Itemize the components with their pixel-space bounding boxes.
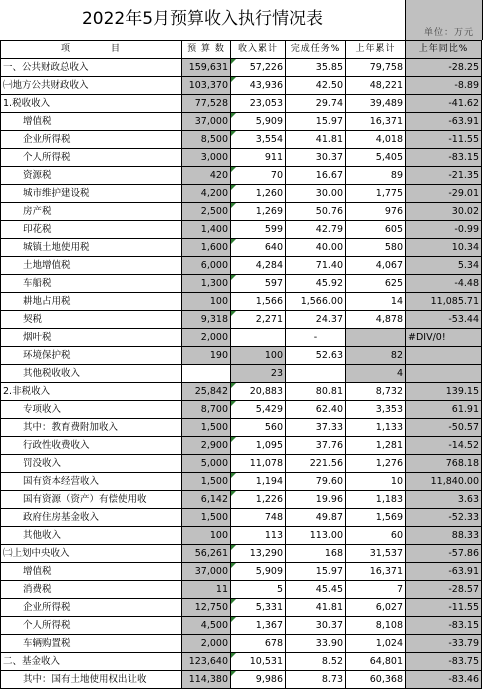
cell-budget: 12,750 <box>182 599 231 617</box>
cell-prev-year: 580 <box>346 239 406 257</box>
cell-budget: 1,600 <box>182 239 231 257</box>
cell-prev-year: 8,732 <box>346 383 406 401</box>
table-row <box>1 203 482 221</box>
cell-prev-year: 976 <box>346 203 406 221</box>
table-row <box>1 365 482 383</box>
title-grey-column <box>405 0 483 40</box>
cell-prev-year: 60 <box>346 527 406 545</box>
row-name: 其中：国有土地使用权出让收 <box>1 671 182 689</box>
cell-completion: 19.96 <box>286 491 346 509</box>
cell-cumulative: 23,053 <box>231 95 286 113</box>
row-name: 2.非税收入 <box>1 383 182 401</box>
cell-yoy: -41.62 <box>406 95 482 113</box>
row-name: 车船税 <box>1 275 182 293</box>
cell-completion: 24.37 <box>286 311 346 329</box>
cell-completion: 30.00 <box>286 185 346 203</box>
cell-yoy: 11,840.00 <box>406 473 482 491</box>
cell-completion: 62.40 <box>286 401 346 419</box>
cell-completion: 41.81 <box>286 599 346 617</box>
table-row <box>1 671 482 689</box>
header-completion: 完成任务% <box>286 41 346 59</box>
cell-completion: - <box>286 329 346 347</box>
cell-completion: 41.81 <box>286 131 346 149</box>
table-row <box>1 77 482 95</box>
cell-completion: 42.50 <box>286 77 346 95</box>
cell-budget: 77,528 <box>182 95 231 113</box>
table-row <box>1 563 482 581</box>
table-row <box>1 617 482 635</box>
row-name: 其他收入 <box>1 527 182 545</box>
cell-budget: 56,261 <box>182 545 231 563</box>
cell-yoy: -57.86 <box>406 545 482 563</box>
row-name: 个人所得税 <box>1 617 182 635</box>
budget-table <box>0 40 482 689</box>
cell-prev-year: 89 <box>346 167 406 185</box>
cell-cumulative: 23 <box>231 365 286 383</box>
cell-prev-year: 16,371 <box>346 113 406 131</box>
cell-completion: 113.00 <box>286 527 346 545</box>
cell-completion: 37.33 <box>286 419 346 437</box>
cell-yoy: -63.91 <box>406 113 482 131</box>
cell-cumulative: 5,331 <box>231 599 286 617</box>
cell-yoy: -53.44 <box>406 311 482 329</box>
cell-prev-year: 1,133 <box>346 419 406 437</box>
cell-yoy: 88.33 <box>406 527 482 545</box>
cell-yoy: -83.46 <box>406 671 482 689</box>
cell-budget: 2,900 <box>182 437 231 455</box>
cell-yoy: 11,085.71 <box>406 293 482 311</box>
cell-yoy: 3.63 <box>406 491 482 509</box>
cell-cumulative: 9,986 <box>231 671 286 689</box>
cell-completion: 42.79 <box>286 221 346 239</box>
cell-cumulative: 113 <box>231 527 286 545</box>
cell-completion: 45.45 <box>286 581 346 599</box>
cell-budget: 37,000 <box>182 563 231 581</box>
cell-budget: 4,200 <box>182 185 231 203</box>
cell-cumulative: 1,226 <box>231 491 286 509</box>
header-prev-year: 上年累计 <box>346 41 406 59</box>
cell-budget: 1,500 <box>182 509 231 527</box>
row-name: 政府住房基金收入 <box>1 509 182 527</box>
cell-completion <box>286 365 346 383</box>
cell-yoy: 61.91 <box>406 401 482 419</box>
cell-completion: 8.52 <box>286 653 346 671</box>
cell-budget: 159,631 <box>182 59 231 77</box>
cell-yoy: -11.55 <box>406 131 482 149</box>
cell-cumulative: 1,269 <box>231 203 286 221</box>
cell-budget: 8,500 <box>182 131 231 149</box>
table-row <box>1 635 482 653</box>
cell-yoy: -63.91 <box>406 563 482 581</box>
cell-yoy <box>406 365 482 383</box>
cell-completion: 16.67 <box>286 167 346 185</box>
row-name: 1.税收收入 <box>1 95 182 113</box>
cell-budget: 25,842 <box>182 383 231 401</box>
table-row <box>1 329 482 347</box>
cell-cumulative: 599 <box>231 221 286 239</box>
table-row <box>1 653 482 671</box>
header-budget: 预 算 数 <box>182 41 231 59</box>
table-row <box>1 149 482 167</box>
cell-completion: 15.97 <box>286 113 346 131</box>
cell-prev-year <box>346 329 406 347</box>
cell-cumulative: 57,226 <box>231 59 286 77</box>
cell-prev-year: 4,878 <box>346 311 406 329</box>
cell-yoy: -4.48 <box>406 275 482 293</box>
row-name: 个人所得税 <box>1 149 182 167</box>
row-name: 国有资源（资产）有偿使用收 <box>1 491 182 509</box>
row-name: 国有资本经营收入 <box>1 473 182 491</box>
cell-completion: 1,566.00 <box>286 293 346 311</box>
cell-prev-year: 79,758 <box>346 59 406 77</box>
cell-yoy: 30.02 <box>406 203 482 221</box>
header-row <box>1 41 482 59</box>
title-row <box>0 0 486 40</box>
cell-prev-year: 64,801 <box>346 653 406 671</box>
cell-budget: 5,000 <box>182 455 231 473</box>
cell-prev-year: 7 <box>346 581 406 599</box>
row-name: 企业所得税 <box>1 131 182 149</box>
row-name: 房产税 <box>1 203 182 221</box>
cell-cumulative: 1,095 <box>231 437 286 455</box>
cell-budget <box>182 365 231 383</box>
cell-cumulative: 1,566 <box>231 293 286 311</box>
table-row <box>1 113 482 131</box>
cell-yoy: -14.52 <box>406 437 482 455</box>
cell-yoy: -83.75 <box>406 653 482 671</box>
table-row <box>1 491 482 509</box>
cell-budget: 4,500 <box>182 617 231 635</box>
cell-yoy: -52.33 <box>406 509 482 527</box>
cell-yoy: 139.15 <box>406 383 482 401</box>
table-row <box>1 527 482 545</box>
table-row <box>1 131 482 149</box>
cell-prev-year: 3,353 <box>346 401 406 419</box>
cell-yoy: #DIV/0! <box>406 329 482 347</box>
cell-cumulative: 678 <box>231 635 286 653</box>
cell-completion: 168 <box>286 545 346 563</box>
cell-cumulative: 13,290 <box>231 545 286 563</box>
table-row <box>1 167 482 185</box>
cell-cumulative: 4,284 <box>231 257 286 275</box>
table-row <box>1 437 482 455</box>
row-name: 增值税 <box>1 113 182 131</box>
table-row <box>1 257 482 275</box>
cell-completion: 49.87 <box>286 509 346 527</box>
row-name: 其他税收收入 <box>1 365 182 383</box>
cell-prev-year: 48,221 <box>346 77 406 95</box>
cell-cumulative: 1,260 <box>231 185 286 203</box>
table-row <box>1 59 482 77</box>
table-row <box>1 239 482 257</box>
cell-budget: 103,370 <box>182 77 231 95</box>
cell-completion: 40.00 <box>286 239 346 257</box>
row-name: 城镇土地使用税 <box>1 239 182 257</box>
cell-yoy: 5.34 <box>406 257 482 275</box>
row-name: 耕地占用税 <box>1 293 182 311</box>
cell-prev-year: 14 <box>346 293 406 311</box>
cell-budget: 6,000 <box>182 257 231 275</box>
cell-completion: 52.63 <box>286 347 346 365</box>
table-row <box>1 95 482 113</box>
table-row <box>1 419 482 437</box>
table-row <box>1 545 482 563</box>
cell-yoy: -28.25 <box>406 59 482 77</box>
row-name: 车辆购置税 <box>1 635 182 653</box>
cell-completion: 80.81 <box>286 383 346 401</box>
cell-completion: 45.92 <box>286 275 346 293</box>
cell-budget: 1,400 <box>182 221 231 239</box>
cell-prev-year: 60,368 <box>346 671 406 689</box>
table-row <box>1 599 482 617</box>
header-item: 项 目 <box>1 41 182 59</box>
cell-cumulative: 748 <box>231 509 286 527</box>
row-name: 企业所得税 <box>1 599 182 617</box>
cell-completion: 30.37 <box>286 149 346 167</box>
cell-prev-year: 1,276 <box>346 455 406 473</box>
cell-yoy: -8.89 <box>406 77 482 95</box>
cell-cumulative: 1,194 <box>231 473 286 491</box>
cell-budget: 2,500 <box>182 203 231 221</box>
cell-budget: 190 <box>182 347 231 365</box>
cell-cumulative: 10,531 <box>231 653 286 671</box>
row-name: 罚没收入 <box>1 455 182 473</box>
table-row <box>1 455 482 473</box>
cell-prev-year: 8,108 <box>346 617 406 635</box>
cell-budget: 1,500 <box>182 419 231 437</box>
cell-budget: 37,000 <box>182 113 231 131</box>
cell-prev-year: 605 <box>346 221 406 239</box>
cell-completion: 33.90 <box>286 635 346 653</box>
cell-yoy: -50.57 <box>406 419 482 437</box>
table-row <box>1 509 482 527</box>
table-row <box>1 185 482 203</box>
cell-prev-year: 82 <box>346 347 406 365</box>
cell-prev-year: 1,569 <box>346 509 406 527</box>
cell-cumulative: 911 <box>231 149 286 167</box>
cell-cumulative: 5 <box>231 581 286 599</box>
cell-cumulative: 560 <box>231 419 286 437</box>
cell-completion: 79.60 <box>286 473 346 491</box>
cell-prev-year: 16,371 <box>346 563 406 581</box>
cell-completion: 71.40 <box>286 257 346 275</box>
cell-prev-year: 1,775 <box>346 185 406 203</box>
cell-yoy: 768.18 <box>406 455 482 473</box>
cell-budget: 100 <box>182 527 231 545</box>
table-row <box>1 473 482 491</box>
cell-cumulative: 43,936 <box>231 77 286 95</box>
cell-prev-year: 625 <box>346 275 406 293</box>
cell-completion: 29.74 <box>286 95 346 113</box>
cell-yoy: -83.15 <box>406 149 482 167</box>
cell-cumulative: 70 <box>231 167 286 185</box>
report-title: 2022年5月预算收入执行情况表 <box>81 9 324 29</box>
cell-budget: 100 <box>182 293 231 311</box>
cell-prev-year: 10 <box>346 473 406 491</box>
cell-cumulative: 11,078 <box>231 455 286 473</box>
cell-budget: 2,000 <box>182 635 231 653</box>
row-name: 增值税 <box>1 563 182 581</box>
row-name: 资源税 <box>1 167 182 185</box>
cell-cumulative: 20,883 <box>231 383 286 401</box>
cell-budget: 11 <box>182 581 231 599</box>
header-cumulative: 收入累计 <box>231 41 286 59</box>
cell-prev-year: 6,027 <box>346 599 406 617</box>
cell-cumulative: 3,554 <box>231 131 286 149</box>
cell-cumulative: 5,909 <box>231 563 286 581</box>
cell-budget: 123,640 <box>182 653 231 671</box>
table-row <box>1 311 482 329</box>
cell-prev-year: 5,405 <box>346 149 406 167</box>
row-name: 一、公共财政总收入 <box>1 59 182 77</box>
cell-budget: 8,700 <box>182 401 231 419</box>
cell-yoy: -0.99 <box>406 221 482 239</box>
cell-budget: 420 <box>182 167 231 185</box>
row-name: 契税 <box>1 311 182 329</box>
cell-cumulative: 5,909 <box>231 113 286 131</box>
cell-budget: 2,000 <box>182 329 231 347</box>
cell-completion: 30.37 <box>286 617 346 635</box>
row-name: 环境保护税 <box>1 347 182 365</box>
cell-cumulative: 5,429 <box>231 401 286 419</box>
table-row <box>1 581 482 599</box>
row-name: ㈠地方公共财政收入 <box>1 77 182 95</box>
cell-prev-year: 4,067 <box>346 257 406 275</box>
row-name: 城市维护建设税 <box>1 185 182 203</box>
row-name: 消费税 <box>1 581 182 599</box>
cell-budget: 6,142 <box>182 491 231 509</box>
row-name: ㈡上划中央收入 <box>1 545 182 563</box>
cell-budget: 3,000 <box>182 149 231 167</box>
cell-yoy: -11.55 <box>406 599 482 617</box>
cell-budget: 1,500 <box>182 473 231 491</box>
cell-yoy: 10.34 <box>406 239 482 257</box>
cell-yoy <box>406 347 482 365</box>
row-name: 其中：教育费附加收入 <box>1 419 182 437</box>
cell-prev-year: 1,183 <box>346 491 406 509</box>
cell-completion: 35.85 <box>286 59 346 77</box>
cell-yoy: -33.79 <box>406 635 482 653</box>
cell-prev-year: 4 <box>346 365 406 383</box>
cell-prev-year: 1,281 <box>346 437 406 455</box>
cell-completion: 37.76 <box>286 437 346 455</box>
row-name: 二、基金收入 <box>1 653 182 671</box>
cell-budget: 114,380 <box>182 671 231 689</box>
cell-cumulative: 597 <box>231 275 286 293</box>
row-name: 烟叶税 <box>1 329 182 347</box>
row-name: 行政性收费收入 <box>1 437 182 455</box>
row-name: 印花税 <box>1 221 182 239</box>
cell-cumulative: 1,367 <box>231 617 286 635</box>
table-row <box>1 293 482 311</box>
cell-prev-year: 31,537 <box>346 545 406 563</box>
cell-cumulative: 2,271 <box>231 311 286 329</box>
cell-cumulative: 100 <box>231 347 286 365</box>
cell-completion: 221.56 <box>286 455 346 473</box>
table-row <box>1 383 482 401</box>
unit-label: 单位：万元 <box>423 28 474 38</box>
table-row <box>1 221 482 239</box>
table-row <box>1 347 482 365</box>
cell-prev-year: 1,024 <box>346 635 406 653</box>
table-row <box>1 275 482 293</box>
header-yoy: 上年同比% <box>406 41 482 59</box>
cell-prev-year: 39,489 <box>346 95 406 113</box>
cell-yoy: -29.01 <box>406 185 482 203</box>
cell-cumulative: 640 <box>231 239 286 257</box>
cell-yoy: -28.57 <box>406 581 482 599</box>
cell-completion: 8.73 <box>286 671 346 689</box>
table-row <box>1 401 482 419</box>
cell-completion: 15.97 <box>286 563 346 581</box>
cell-yoy: -83.15 <box>406 617 482 635</box>
cell-budget: 9,318 <box>182 311 231 329</box>
row-name: 土地增值税 <box>1 257 182 275</box>
cell-cumulative <box>231 329 286 347</box>
cell-prev-year: 4,018 <box>346 131 406 149</box>
row-name: 专项收入 <box>1 401 182 419</box>
cell-yoy: -21.35 <box>406 167 482 185</box>
cell-budget: 1,300 <box>182 275 231 293</box>
cell-completion: 50.76 <box>286 203 346 221</box>
